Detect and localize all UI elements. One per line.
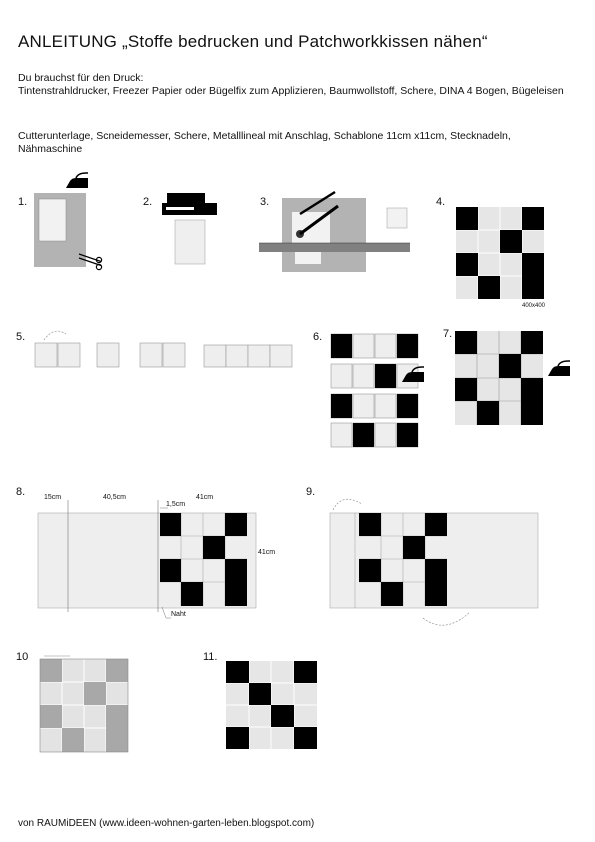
step11-figure xyxy=(226,661,317,749)
print-heading: Du brauchst für den Druck: xyxy=(18,72,144,84)
step-number: 1. xyxy=(18,196,28,208)
step8-figure xyxy=(38,500,256,618)
step-number: 2. xyxy=(143,196,153,208)
seam-label: Naht xyxy=(171,611,186,618)
step6-figure xyxy=(331,334,424,447)
footer-credit: von RAUMiDEEN (www.ideen-wohnen-garten-leben.blogspot.com) xyxy=(18,818,315,829)
measure-1-5cm: 1,5cm xyxy=(166,501,186,508)
step-number: 9. xyxy=(306,486,316,498)
step10-figure xyxy=(40,656,128,752)
step9-figure xyxy=(330,499,538,625)
step2-figure xyxy=(162,193,217,264)
step-number: 4. xyxy=(436,196,446,208)
sewing-materials-list: Cutterunterlage, Scneidemesser, Schere, Metalllineal mit Anschlag, Schablone 11cm x11cm, Stecknadeln, Nähmaschine xyxy=(18,130,511,155)
step7-figure xyxy=(455,331,570,425)
measure-15cm: 15cm xyxy=(44,494,62,501)
size-label: 400x400 xyxy=(522,303,546,309)
step-number: 5. xyxy=(16,331,26,343)
measure-40-5cm: 40,5cm xyxy=(103,494,126,501)
step-number: 8. xyxy=(16,486,26,498)
measure-41cm-width: 41cm xyxy=(196,494,214,501)
step-number: 7. xyxy=(443,328,453,340)
step5-figure xyxy=(35,331,292,367)
measure-41cm-height: 41cm xyxy=(258,549,276,556)
print-materials-list: Tintenstrahldrucker, Freezer Papier oder Bügelfix zum Applizieren, Baumwollstoff, Schere, DINA 4 Bogen, Bügeleisen xyxy=(18,85,564,97)
step-number: 11. xyxy=(203,651,218,663)
step-number: 6. xyxy=(313,331,323,343)
step-number: 3. xyxy=(260,196,270,208)
step4-grid xyxy=(456,207,544,299)
step3-figure xyxy=(259,192,410,272)
step1-figure xyxy=(34,173,102,270)
page-title: ANLEITUNG „Stoffe bedrucken und Patchworkkissen nähen“ xyxy=(18,32,488,51)
step-number: 10 xyxy=(16,651,29,663)
